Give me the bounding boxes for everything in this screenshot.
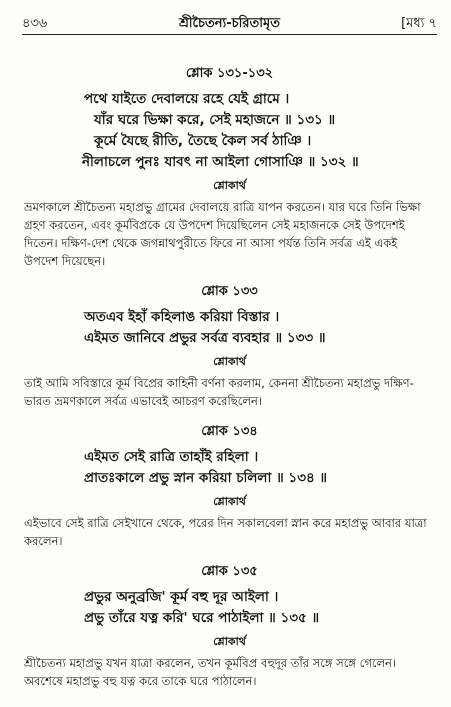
verse-line: প্রভু তাঁরে যত্ন করি' ঘরে পাঠাইলা ॥ ১৩৫ ॥ bbox=[84, 610, 320, 626]
chapter-label: [মধ্য ৭ bbox=[401, 16, 437, 31]
verse-section bbox=[24, 64, 435, 270]
verse-block bbox=[24, 307, 435, 349]
verse-section bbox=[24, 422, 435, 550]
verse-line: নীলাচলে পুনঃ যাবৎ না আইলা গোসাঞি ॥ ১৩২ ॥ bbox=[82, 154, 359, 170]
translation-paragraph: শ্রীচৈতন্য মহাপ্রভু যখন যাত্রা করলেন, তখন কূর্মবিপ্র বহুদূর তাঁর সঙ্গে সঙ্গে গেলেন। অবশেষে মহাপ্রভু বহু যত্ন করে তাকে ঘরে পাঠালেন। bbox=[24, 656, 397, 688]
verse-line: কূর্মে যৈছে রীতি, তৈছে কৈল সর্ব ঠাঞি । bbox=[94, 133, 312, 149]
verse-line: এইমত সেই রাত্রি তাহাঁই রহিলা । bbox=[84, 449, 259, 465]
verse-heading: শ্লোক ১৩৫ bbox=[201, 564, 258, 579]
translation-heading: শ্লোকার্থ bbox=[213, 495, 246, 508]
translation-paragraph: ভ্রমণকালে শ্রীচৈতন্য মহাপ্রভু গ্রামের দেবালয়ে রাত্রি যাপন করতেন। যার ঘরে তিনি ভিক্ষা গ্রহণ করতেন, এবং কূর্মবিপ্রকে যে উপদেশ দিয়েছিলেন সেই মহাজনকে সেই উপদেশই দিতেন। দক্ষিণ-দেশ থেকে জগন্নাথপুরীতে ফিরে না আসা পর্যন্ত তিনি সর্বত্র এই একই উপদেশ দিয়েছেন। bbox=[24, 200, 421, 268]
verse-heading: শ্লোক ১৩১-১৩২ bbox=[185, 66, 274, 81]
verse-heading: শ্লোক ১৩৪ bbox=[201, 424, 258, 439]
verse-line: এইমত জানিবে প্রভুর সর্বত্র ব্যবহার ॥ ১৩৩ ॥ bbox=[84, 330, 326, 346]
header-rule bbox=[22, 34, 437, 35]
page-number: ৪৩৬ bbox=[22, 16, 48, 31]
page-header bbox=[22, 8, 437, 34]
translation-paragraph: এইভাবে সেই রাত্রি সেইখানে থেকে, পরের দিন সকালবেলা স্নান করে মহাপ্রভু আবার যাত্রা করলেন। bbox=[24, 516, 427, 548]
book-title: শ্রীচৈতন্য-চরিতামৃত bbox=[178, 16, 281, 31]
translation-paragraph: তাই আমি সবিস্তারে কূর্ম বিপ্রের কাহিনী বর্ণনা করলাম, কেননা শ্রীচৈতন্য মহাপ্রভু দক্ষিণ-ভারত ভ্রমণকালে সর্বত্র এভাবেই আচরণ করেছিলেন। bbox=[24, 376, 414, 408]
verse-line: অতএব ইহাঁ কহিলাঙ করিয়া বিস্তার । bbox=[84, 309, 280, 325]
translation-heading: শ্লোকার্থ bbox=[213, 635, 246, 648]
page-content bbox=[24, 64, 435, 702]
verse-section bbox=[24, 562, 435, 690]
translation-heading: শ্লোকার্থ bbox=[213, 355, 246, 368]
verse-block bbox=[24, 587, 435, 629]
verse-block bbox=[24, 447, 435, 489]
translation-heading: শ্লোকার্থ bbox=[213, 179, 246, 192]
verse-section bbox=[24, 282, 435, 410]
verse-line: প্রাতঃকালে প্রভু স্নান করিয়া চলিলা ॥ ১৩৪ ॥ bbox=[84, 470, 328, 486]
verse-line: প্রভুর অনুব্রজি' কূর্ম বহু দূর আইলা । bbox=[84, 589, 279, 605]
verse-line: যাঁর ঘরে ভিক্ষা করে, সেই মহাজনে ॥ ১৩১ ॥ bbox=[94, 112, 336, 128]
verse-line: পথে যাইতে দেবালয়ে রহে যেই গ্রামে । bbox=[84, 91, 290, 107]
verse-heading: শ্লোক ১৩৩ bbox=[201, 284, 258, 299]
verse-block bbox=[24, 89, 435, 173]
